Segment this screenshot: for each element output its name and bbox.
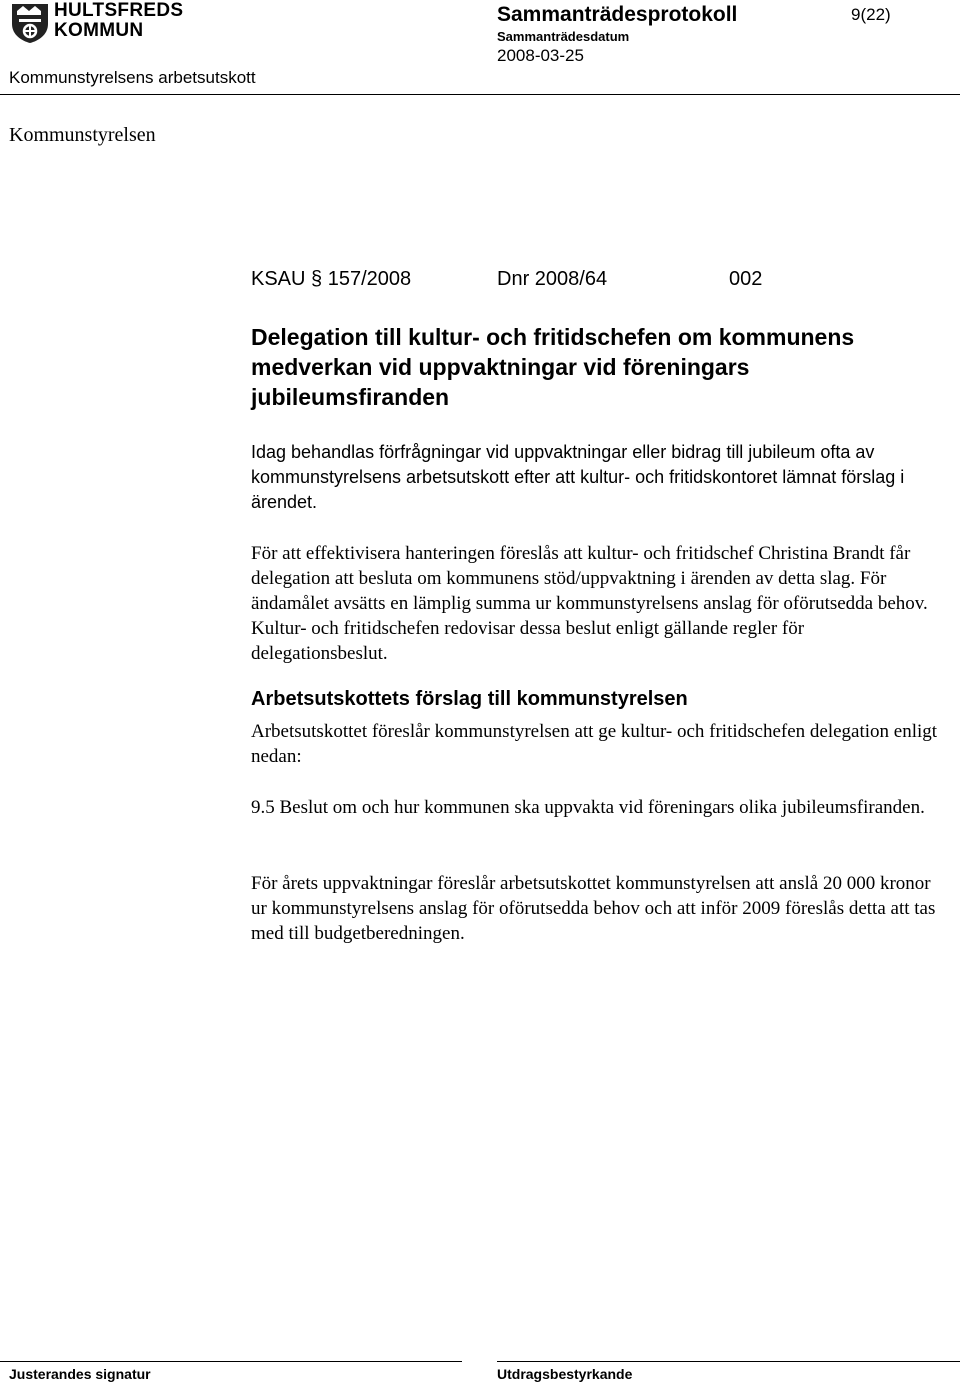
document-title: Sammanträdesprotokoll [497, 3, 738, 26]
logo-line-2: KOMMUN [54, 20, 144, 41]
case-title: Delegation till kultur- och fritidschefen om kommunens medverkan vid uppvaktningar vid föreningars jubileumsfiranden [251, 324, 855, 410]
certification-label: Utdragsbestyrkande [497, 1366, 633, 1382]
logo-line-1: HULTSFREDS [54, 0, 184, 21]
ksau-number: KSAU § 157/2008 [251, 268, 412, 290]
paragraph-proposal-details: För att effektivisera hanteringen föreslås att kultur- och fritidschef Christina Brandt får delegation att besluta om kommunens stöd/uppvaktning i ärenden av detta slag. För ändamålet avsätts en lämplig summa ur kommunstyrelsens anslag för oförutsedda behov. Kultur- och fritidschefen redovisar dessa beslut enligt gällande regler för delegationsbeslut. [251, 543, 928, 664]
signature-label: Justerandes signatur [9, 1366, 151, 1382]
case-reference-line [251, 268, 762, 291]
footer-divider-left [0, 1361, 462, 1362]
meeting-date: 2008-03-25 [497, 46, 584, 65]
proposal-heading: Arbetsutskottets förslag till kommunstyrelsen [251, 688, 688, 710]
coat-of-arms-icon [10, 2, 50, 44]
logo-wordmark [54, 1, 183, 41]
page-number: 9(22) [851, 5, 891, 24]
header-divider [0, 94, 960, 95]
paragraph-background: Idag behandlas förfrågningar vid uppvaktningar eller bidrag till jubileum ofta av kommunstyrelsens arbetsutskott efter att kultur- och fritidskontoret lämnat förslag i ärendet. [251, 442, 905, 512]
paragraph-delegation-item: 9.5 Beslut om och hur kommunen ska uppvakta vid föreningars olika jubileumsfiranden. [251, 797, 925, 818]
footer-divider-right [497, 1361, 960, 1362]
case-code: 002 [729, 268, 763, 290]
committee-name: Kommunstyrelsens arbetsutskott [9, 68, 256, 87]
dnr-number: Dnr 2008/64 [497, 268, 608, 290]
board-name: Kommunstyrelsen [9, 124, 156, 146]
paragraph-recommendation: Arbetsutskottet föreslår kommunstyrelsen att ge kultur- och fritidschefen delegation enligt nedan: [251, 721, 938, 767]
paragraph-funding: För årets uppvaktningar föreslår arbetsutskottet kommunstyrelsen att anslå 20 000 kronor ur kommunstyrelsens anslag för oförutsedda behov och att inför 2009 föreslås detta att tas med till budgetberedningen. [251, 873, 936, 944]
meeting-date-label: Sammanträdesdatum [497, 29, 630, 44]
